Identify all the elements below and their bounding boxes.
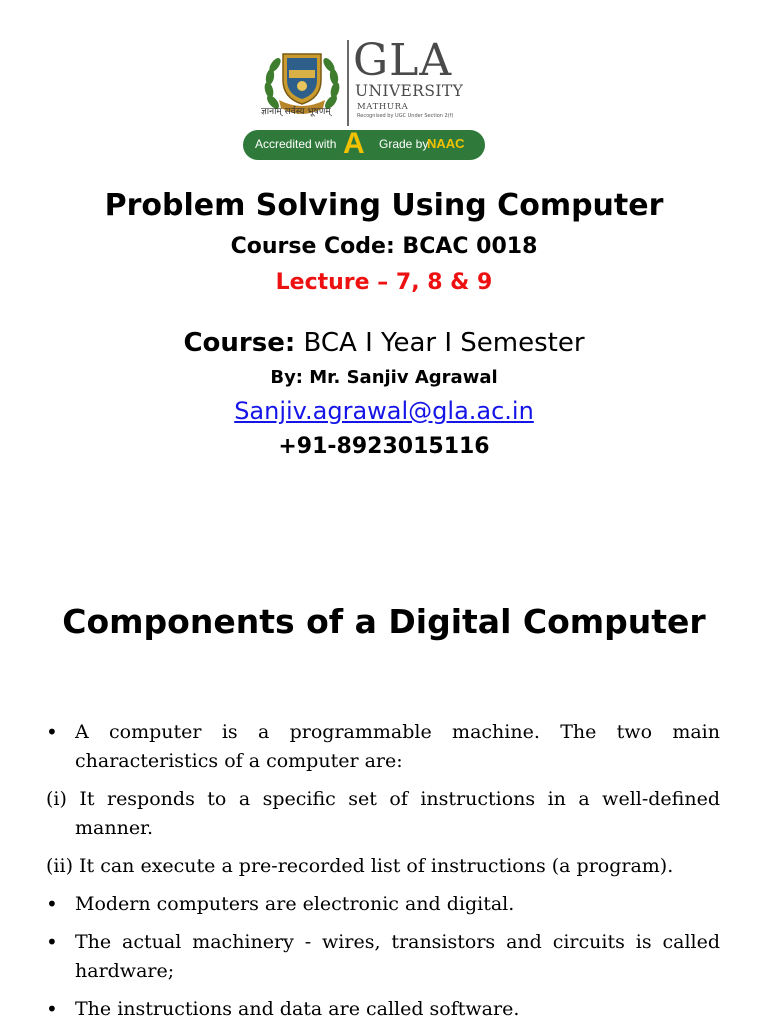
- lecture-number: Lecture – 7, 8 & 9: [275, 270, 493, 295]
- naac-suffix: Grade by: [379, 137, 429, 151]
- list-item: [46, 890, 720, 919]
- list-item-text: (i) It responds to a specific set of instructions in a well-defined manner.: [46, 788, 720, 839]
- logo-motto: ज्ञानाम् सर्वस्य भूषणम्: [261, 107, 331, 117]
- logo-recognition: Recognised by UGC Under Section 2(f): [357, 113, 454, 119]
- logo-wordmark: GLA: [353, 35, 453, 86]
- list-item-text: A computer is a programmable machine. The two main characteristics of a computer are:: [75, 721, 720, 772]
- naac-accreditation-badge: [243, 127, 485, 160]
- course-value: BCA I Year I Semester: [295, 328, 585, 358]
- course-code: Course Code: BCAC 0018: [230, 234, 538, 259]
- list-item: [46, 995, 720, 1024]
- naac-brand: NAAC: [427, 136, 465, 151]
- author-line: By: Mr. Sanjiv Agrawal: [270, 367, 498, 388]
- list-item: [46, 785, 720, 843]
- naac-grade: A: [343, 127, 365, 160]
- logo-divider: [347, 40, 349, 126]
- naac-prefix: Accredited with: [255, 137, 337, 151]
- logo-subtitle: UNIVERSITY: [355, 82, 464, 100]
- university-logo: [243, 35, 485, 162]
- list-item-text: (ii) It can execute a pre-recorded list of instructions (a program).: [46, 855, 674, 877]
- slide-title: Problem Solving Using Computer: [104, 188, 664, 223]
- list-item-text: Modern computers are electronic and digital.: [75, 893, 515, 915]
- list-item: [46, 718, 720, 776]
- bullet-marker: •: [46, 930, 58, 954]
- email-link[interactable]: Sanjiv.agrawal@gla.ac.in: [234, 397, 534, 425]
- bullet-marker: •: [46, 720, 58, 744]
- list-item-text: The actual machinery - wires, transistors and circuits is called hardware;: [75, 931, 720, 982]
- section-heading: Components of a Digital Computer: [62, 602, 706, 641]
- course-label: Course:: [183, 328, 296, 358]
- logo-city: MATHURA: [357, 102, 409, 112]
- bullet-marker: •: [46, 997, 58, 1021]
- list-item: [46, 852, 720, 881]
- content-list: [46, 718, 720, 1033]
- course-line: [0, 328, 768, 358]
- bullet-marker: •: [46, 892, 58, 916]
- phone-number: +91-8923015116: [278, 434, 490, 459]
- list-item-text: The instructions and data are called software.: [75, 998, 520, 1020]
- list-item: [46, 928, 720, 986]
